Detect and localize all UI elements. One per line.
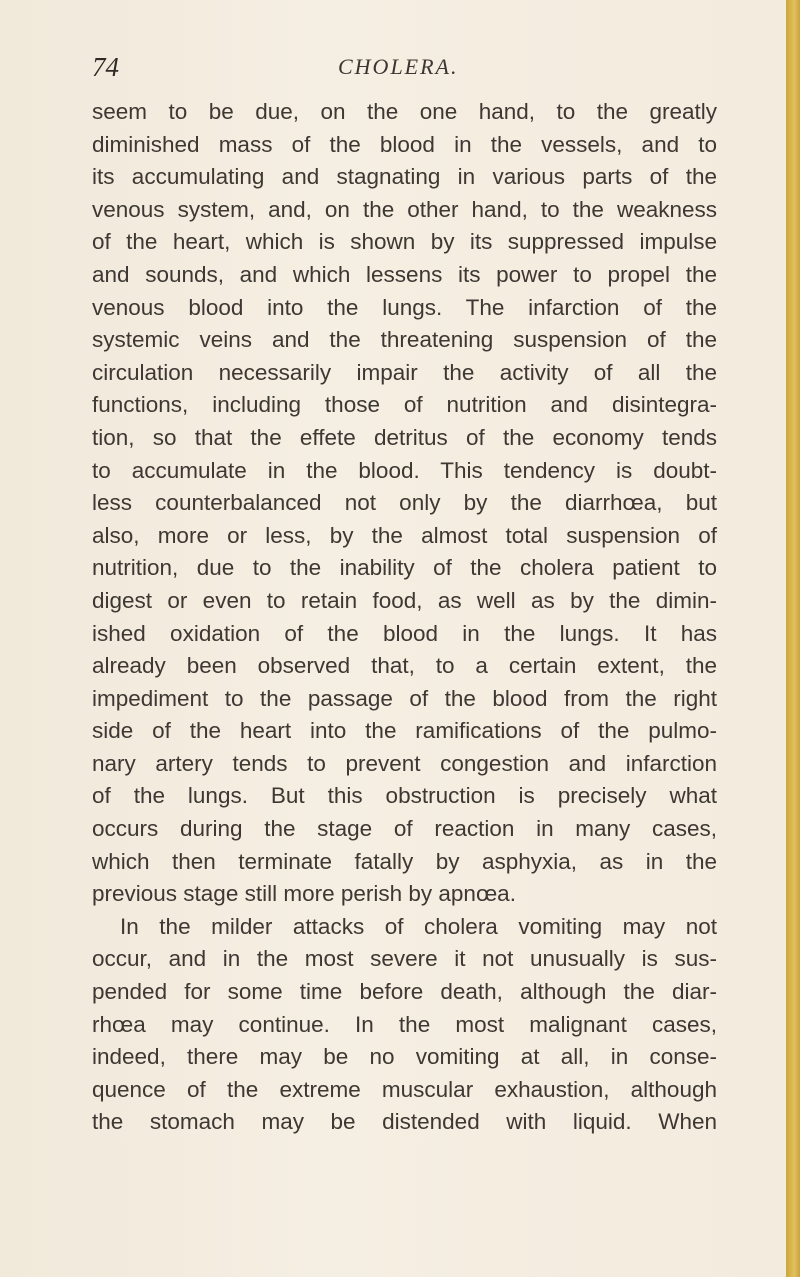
text-line: the stomach may be distended with liquid. When [92,1109,717,1135]
text-line: rhœa may continue. In the most malignant cases, [92,1011,717,1037]
paragraph-2 [92,911,717,1139]
text-line: of the heart, which is shown by its suppressed impulse [92,229,717,255]
text-line: already been observed that, to a certain extent, the [92,653,717,679]
body-text [92,96,717,1139]
text-line: impediment to the passage of the blood from the right [92,685,717,711]
text-line: nary artery tends to prevent congestion and infarction [92,750,717,776]
text-line: venous system, and, on the other hand, to the weakness [92,196,717,222]
text-line: digest or even to retain food, as well as by the dimin- [92,587,717,613]
text-line: systemic veins and the threatening suspension of the [92,327,717,353]
text-line: tion, so that the effete detritus of the economy tends [92,424,717,450]
text-line: of the lungs. But this obstruction is precisely what [92,783,717,809]
text-line: nutrition, due to the inability of the cholera patient to [92,555,717,581]
text-line: occur, and in the most severe it not unusually is sus- [92,946,717,972]
paragraph-1 [92,96,717,911]
text-line: also, more or less, by the almost total suspension of [92,522,717,548]
text-line: venous blood into the lungs. The infarction of the [92,294,717,320]
text-line: occurs during the stage of reaction in many cases, [92,816,717,842]
text-line: functions, including those of nutrition and disintegra- [92,392,717,418]
text-line: circulation necessarily impair the activity of all the [92,359,717,385]
running-title: CHOLERA. [338,54,459,79]
text-line: ished oxidation of the blood in the lungs. It has [92,620,717,646]
text-line: diminished mass of the blood in the vessels, and to [92,131,717,157]
text-line: previous stage still more perish by apnœa. [92,881,516,907]
text-line: quence of the extreme muscular exhaustion, although [92,1076,717,1102]
text-line: and sounds, and which lessens its power to propel the [92,261,717,287]
text-line: pended for some time before death, although the diar- [92,979,717,1005]
text-line: which then terminate fatally by asphyxia, as in the [92,848,717,874]
text-line: to accumulate in the blood. This tendency is doubt- [92,457,717,483]
page-edge [786,0,800,1277]
running-head [92,52,712,86]
text-line: In the milder attacks of cholera vomiting may not [120,913,717,939]
text-line: seem to be due, on the one hand, to the greatly [92,99,717,124]
text-line: side of the heart into the ramifications of the pulmo- [92,718,717,744]
text-line: indeed, there may be no vomiting at all, in conse- [92,1044,717,1070]
text-line: less counterbalanced not only by the diarrhœa, but [92,490,717,516]
page-number: 74 [92,52,119,82]
text-line: its accumulating and stagnating in various parts of the [92,164,717,190]
